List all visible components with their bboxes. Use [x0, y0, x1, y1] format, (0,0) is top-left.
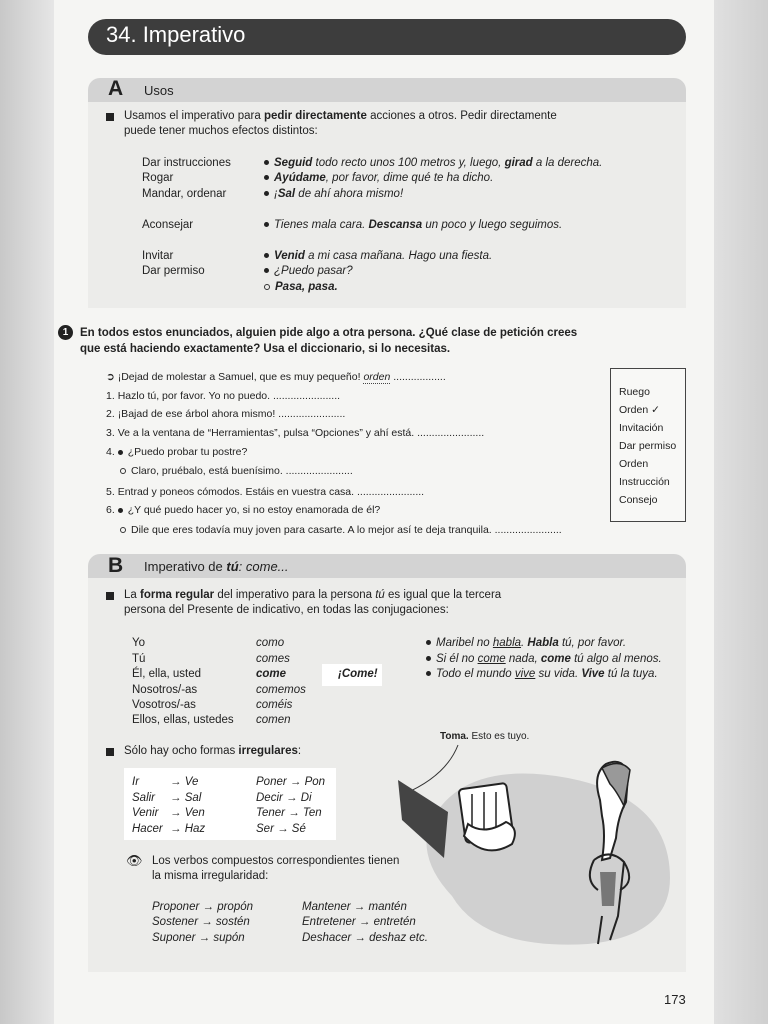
use-label: Dar permiso	[142, 265, 205, 277]
irregular-row: → Ven	[170, 807, 205, 819]
irregular-row: Hacer	[132, 823, 163, 835]
option-label: Orden	[619, 458, 649, 470]
irregular-row: Poner → Pon	[256, 776, 326, 788]
section-a-letter: A	[108, 77, 124, 100]
irregular-row: Decir → Di	[256, 792, 312, 804]
verb-form: come	[256, 668, 287, 680]
speech-text: Toma. Esto es tuyo.	[440, 731, 530, 742]
page-edge	[714, 0, 768, 1024]
person-label: Vosotros/-as	[132, 699, 196, 711]
exercise-item: 4. ¿Puedo probar tu postre?	[106, 446, 248, 458]
verb-form: comes	[256, 653, 290, 665]
use-example: ¡Sal de ahí ahora mismo!	[264, 187, 403, 202]
use-label: Invitar	[142, 250, 174, 262]
verb-form: como	[256, 637, 285, 649]
irregular-row: Ser → Sé	[256, 823, 306, 835]
person-label: Yo	[132, 637, 146, 649]
person-label: Él, ella, usted	[132, 668, 202, 680]
section-b-title: Imperativo de tú: come...	[144, 559, 289, 574]
exercise-item: 2. ¡Bajad de ese árbol ahora mismo! .......................	[106, 408, 346, 420]
irregular-row: → Haz	[170, 823, 206, 835]
irregular-row: Salir	[132, 792, 156, 804]
b-example: Todo el mundo vive su vida. Vive tú la tuya.	[426, 667, 658, 682]
compound-row: Deshacer → deshaz etc.	[302, 932, 428, 944]
section-b-rule: La forma regular del imperativo para la persona tú es igual que la tercera	[124, 589, 502, 601]
option-label: Instrucción	[619, 476, 670, 488]
section-a-intro-2: puede tener muchos efectos distintos:	[124, 125, 318, 137]
use-example: Ayúdame, por favor, dime qué te ha dicho.	[264, 171, 493, 186]
book-spine	[0, 0, 54, 1024]
compound-row: Suponer → supón	[152, 932, 245, 944]
exercise-instruction: En todos estos enunciados, alguien pide algo a otra persona. ¿Qué clase de petición crees	[80, 327, 578, 339]
irregular-row: Ir	[132, 776, 140, 788]
exercise-example: ➲ ¡Dejad de molestar a Samuel, que es muy pequeño! orden ..................	[106, 371, 446, 383]
exercise-item: 3. Ve a la ventana de “Herramientas”, pulsa “Opciones” y ahí está. .......................	[106, 427, 485, 439]
use-example: ¿Puedo pasar?	[264, 264, 353, 279]
compound-note-2: la misma irregularidad:	[152, 870, 269, 882]
verb-form: coméis	[256, 699, 293, 711]
verb-form: comen	[256, 714, 291, 726]
compound-row: Sostener → sostén	[152, 916, 250, 928]
exercise-number: 1	[58, 325, 73, 340]
example-arrow-icon: ➲	[106, 371, 118, 383]
bullet-square	[106, 748, 114, 756]
irregular-row: Venir	[132, 807, 159, 819]
exercise-item: 1. Hazlo tú, por favor. Yo no puedo. .......................	[106, 390, 341, 402]
page-title: 34. Imperativo	[106, 22, 246, 47]
compound-row: Entretener → entretén	[302, 916, 416, 928]
use-label: Dar instrucciones	[142, 157, 231, 169]
section-a-header	[88, 78, 686, 102]
option-label: Orden ✓	[619, 404, 660, 416]
exercise-item: 5. Entrad y poneos cómodos. Estáis en vuestra casa. .......................	[106, 486, 425, 498]
page-number: 173	[664, 992, 686, 1007]
option-label: Ruego	[619, 386, 650, 398]
option-label: Dar permiso	[619, 440, 677, 452]
section-a-intro: Usamos el imperativo para pedir directamente acciones a otros. Pedir directamente	[124, 110, 557, 122]
use-example: Venid a mi casa mañana. Hago una fiesta.	[264, 249, 492, 264]
person-label: Tú	[132, 653, 146, 665]
compound-row: Mantener → mantén	[302, 901, 407, 913]
use-label: Mandar, ordenar	[142, 188, 227, 200]
use-example: Seguid todo recto unos 100 metros y, luego, girad a la derecha.	[264, 156, 602, 171]
compound-row: Proponer → propón	[152, 901, 254, 913]
exercise-item: 6. ¿Y qué puedo hacer yo, si no estoy enamorada de él?	[106, 504, 381, 516]
illustration-hand-giving-cards	[388, 740, 678, 955]
options-box	[610, 368, 686, 522]
exercise-item: Dile que eres todavía muy joven para casarte. A lo mejor así te deja tranquila. .......................	[120, 523, 562, 537]
section-b-letter: B	[108, 554, 124, 577]
eye-icon: 👁	[126, 853, 143, 868]
exercise-item: Claro, pruébalo, está buenísimo. .......................	[120, 464, 353, 478]
irregular-row: Tener → Ten	[256, 807, 322, 819]
use-example: Tienes mala cara. Descansa un poco y luego seguimos.	[264, 218, 562, 233]
imperative-form: ¡Come!	[338, 668, 378, 680]
section-b-rule-2: persona del Presente de indicativo, en todas las conjugaciones:	[124, 604, 449, 616]
irregular-row: → Ve	[170, 776, 199, 788]
option-label: Invitación	[619, 422, 664, 434]
person-label: Ellos, ellas, ustedes	[132, 714, 234, 726]
use-label: Aconsejar	[142, 219, 194, 231]
irregular-row: → Sal	[170, 792, 202, 804]
bullet-square	[106, 592, 114, 600]
b-example: Si él no come nada, come tú algo al menos.	[426, 652, 662, 667]
person-label: Nosotros/-as	[132, 684, 198, 696]
use-example: Pasa, pasa.	[264, 280, 338, 295]
irregular-intro: Sólo hay ocho formas irregulares:	[124, 745, 302, 757]
option-label: Consejo	[619, 494, 658, 506]
use-label: Rogar	[142, 172, 174, 184]
exercise-instruction-2: que está haciendo exactamente? Usa el diccionario, si lo necesitas.	[80, 343, 451, 355]
bullet-square	[106, 113, 114, 121]
section-a-title: Usos	[144, 83, 174, 98]
verb-form: comemos	[256, 684, 306, 696]
b-example: Maribel no habla. Habla tú, por favor.	[426, 636, 626, 651]
compound-note: Los verbos compuestos correspondientes tienen	[152, 855, 400, 867]
